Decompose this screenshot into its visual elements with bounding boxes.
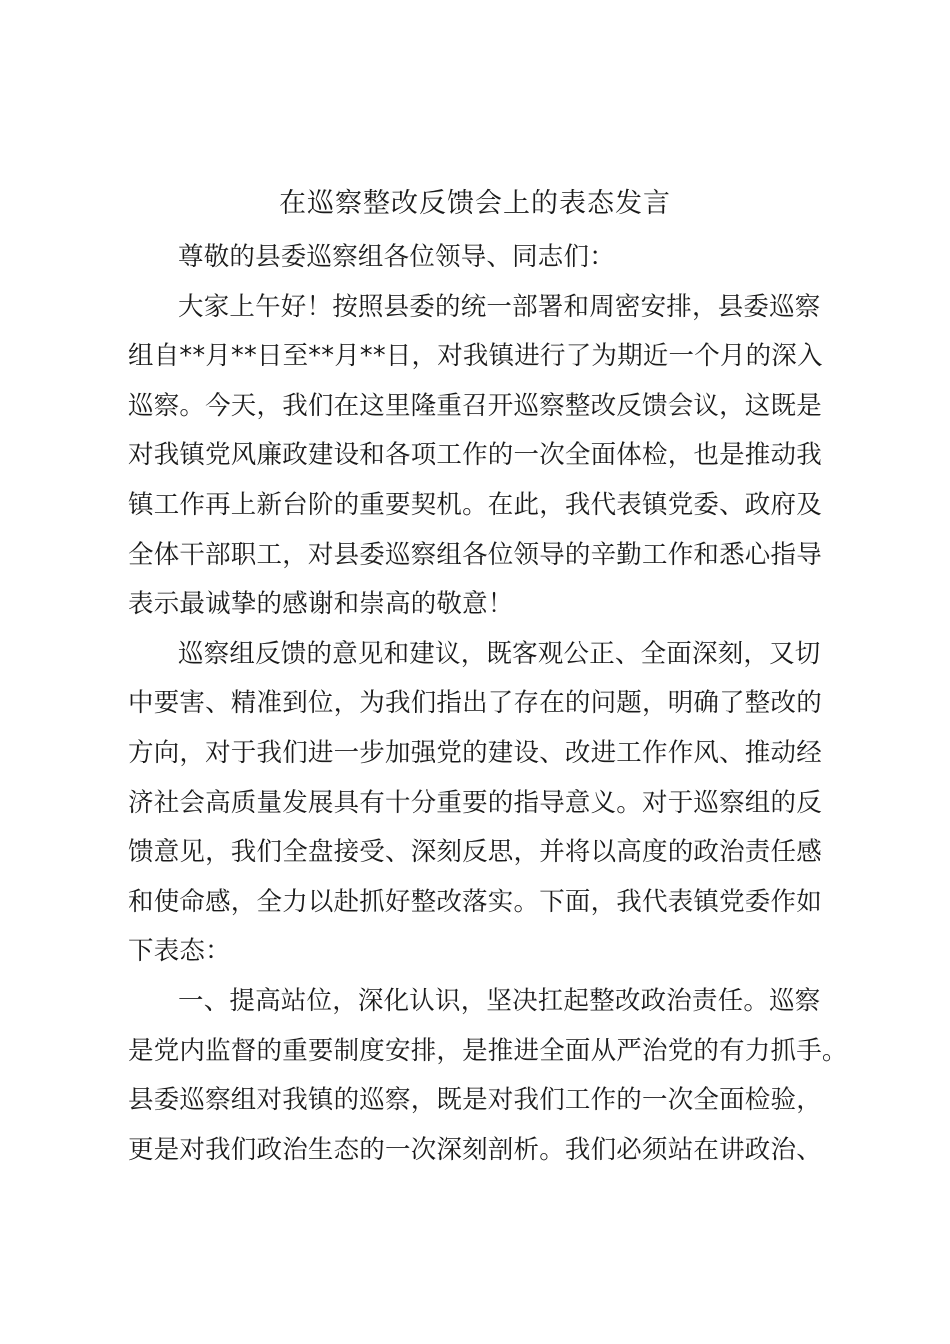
text-line: 一、提高站位，深化认识，坚决扛起整改政治责任。巡察 [178,985,821,1016]
salutation-line: 尊敬的县委巡察组各位领导、同志们： [178,242,615,272]
document-body [128,233,848,1175]
document-title: 在巡察整改反馈会上的表态发言 [279,188,671,219]
text-line: 组自**月**日至**月**日，对我镇进行了为期近一个月的深入 [128,341,823,372]
text-line: 方向，对于我们进一步加强党的建设、改进工作作风、推动经 [128,737,822,768]
body-lines [128,283,848,1176]
text-line: 全体干部职工，对县委巡察组各位领导的辛勤工作和悉心指导 [128,539,822,570]
text-line: 中要害、精准到位，为我们指出了存在的问题，明确了整改的 [128,688,822,719]
text-line: 县委巡察组对我镇的巡察，既是对我们工作的一次全面检验， [128,1085,822,1116]
text-line: 镇工作再上新台阶的重要契机。在此，我代表镇党委、政府及 [128,489,822,520]
text-line: 和使命感，全力以赴抓好整改落实。下面，我代表镇党委作如 [128,886,822,917]
text-line: 济社会高质量发展具有十分重要的指导意义。对于巡察组的反 [128,787,822,818]
text-line: 更是对我们政治生态的一次深刻剖析。我们必须站在讲政治、 [128,1134,822,1165]
text-line: 巡察。今天，我们在这里隆重召开巡察整改反馈会议，这既是 [128,390,822,421]
text-line: 表示最诚挚的感谢和崇高的敬意！ [128,589,514,620]
text-line: 馈意见，我们全盘接受、深刻反思，并将以高度的政治责任感 [128,837,822,868]
text-line: 大家上午好！按照县委的统一部署和周密安排，县委巡察 [178,291,821,322]
text-line: 对我镇党风廉政建设和各项工作的一次全面体检，也是推动我 [128,440,822,471]
text-line: 巡察组反馈的意见和建议，既客观公正、全面深刻，又切 [178,638,821,669]
text-line: 下表态： [128,936,231,967]
text-line: 是党内监督的重要制度安排，是推进全面从严治党的有力抓手。 [128,1035,848,1066]
